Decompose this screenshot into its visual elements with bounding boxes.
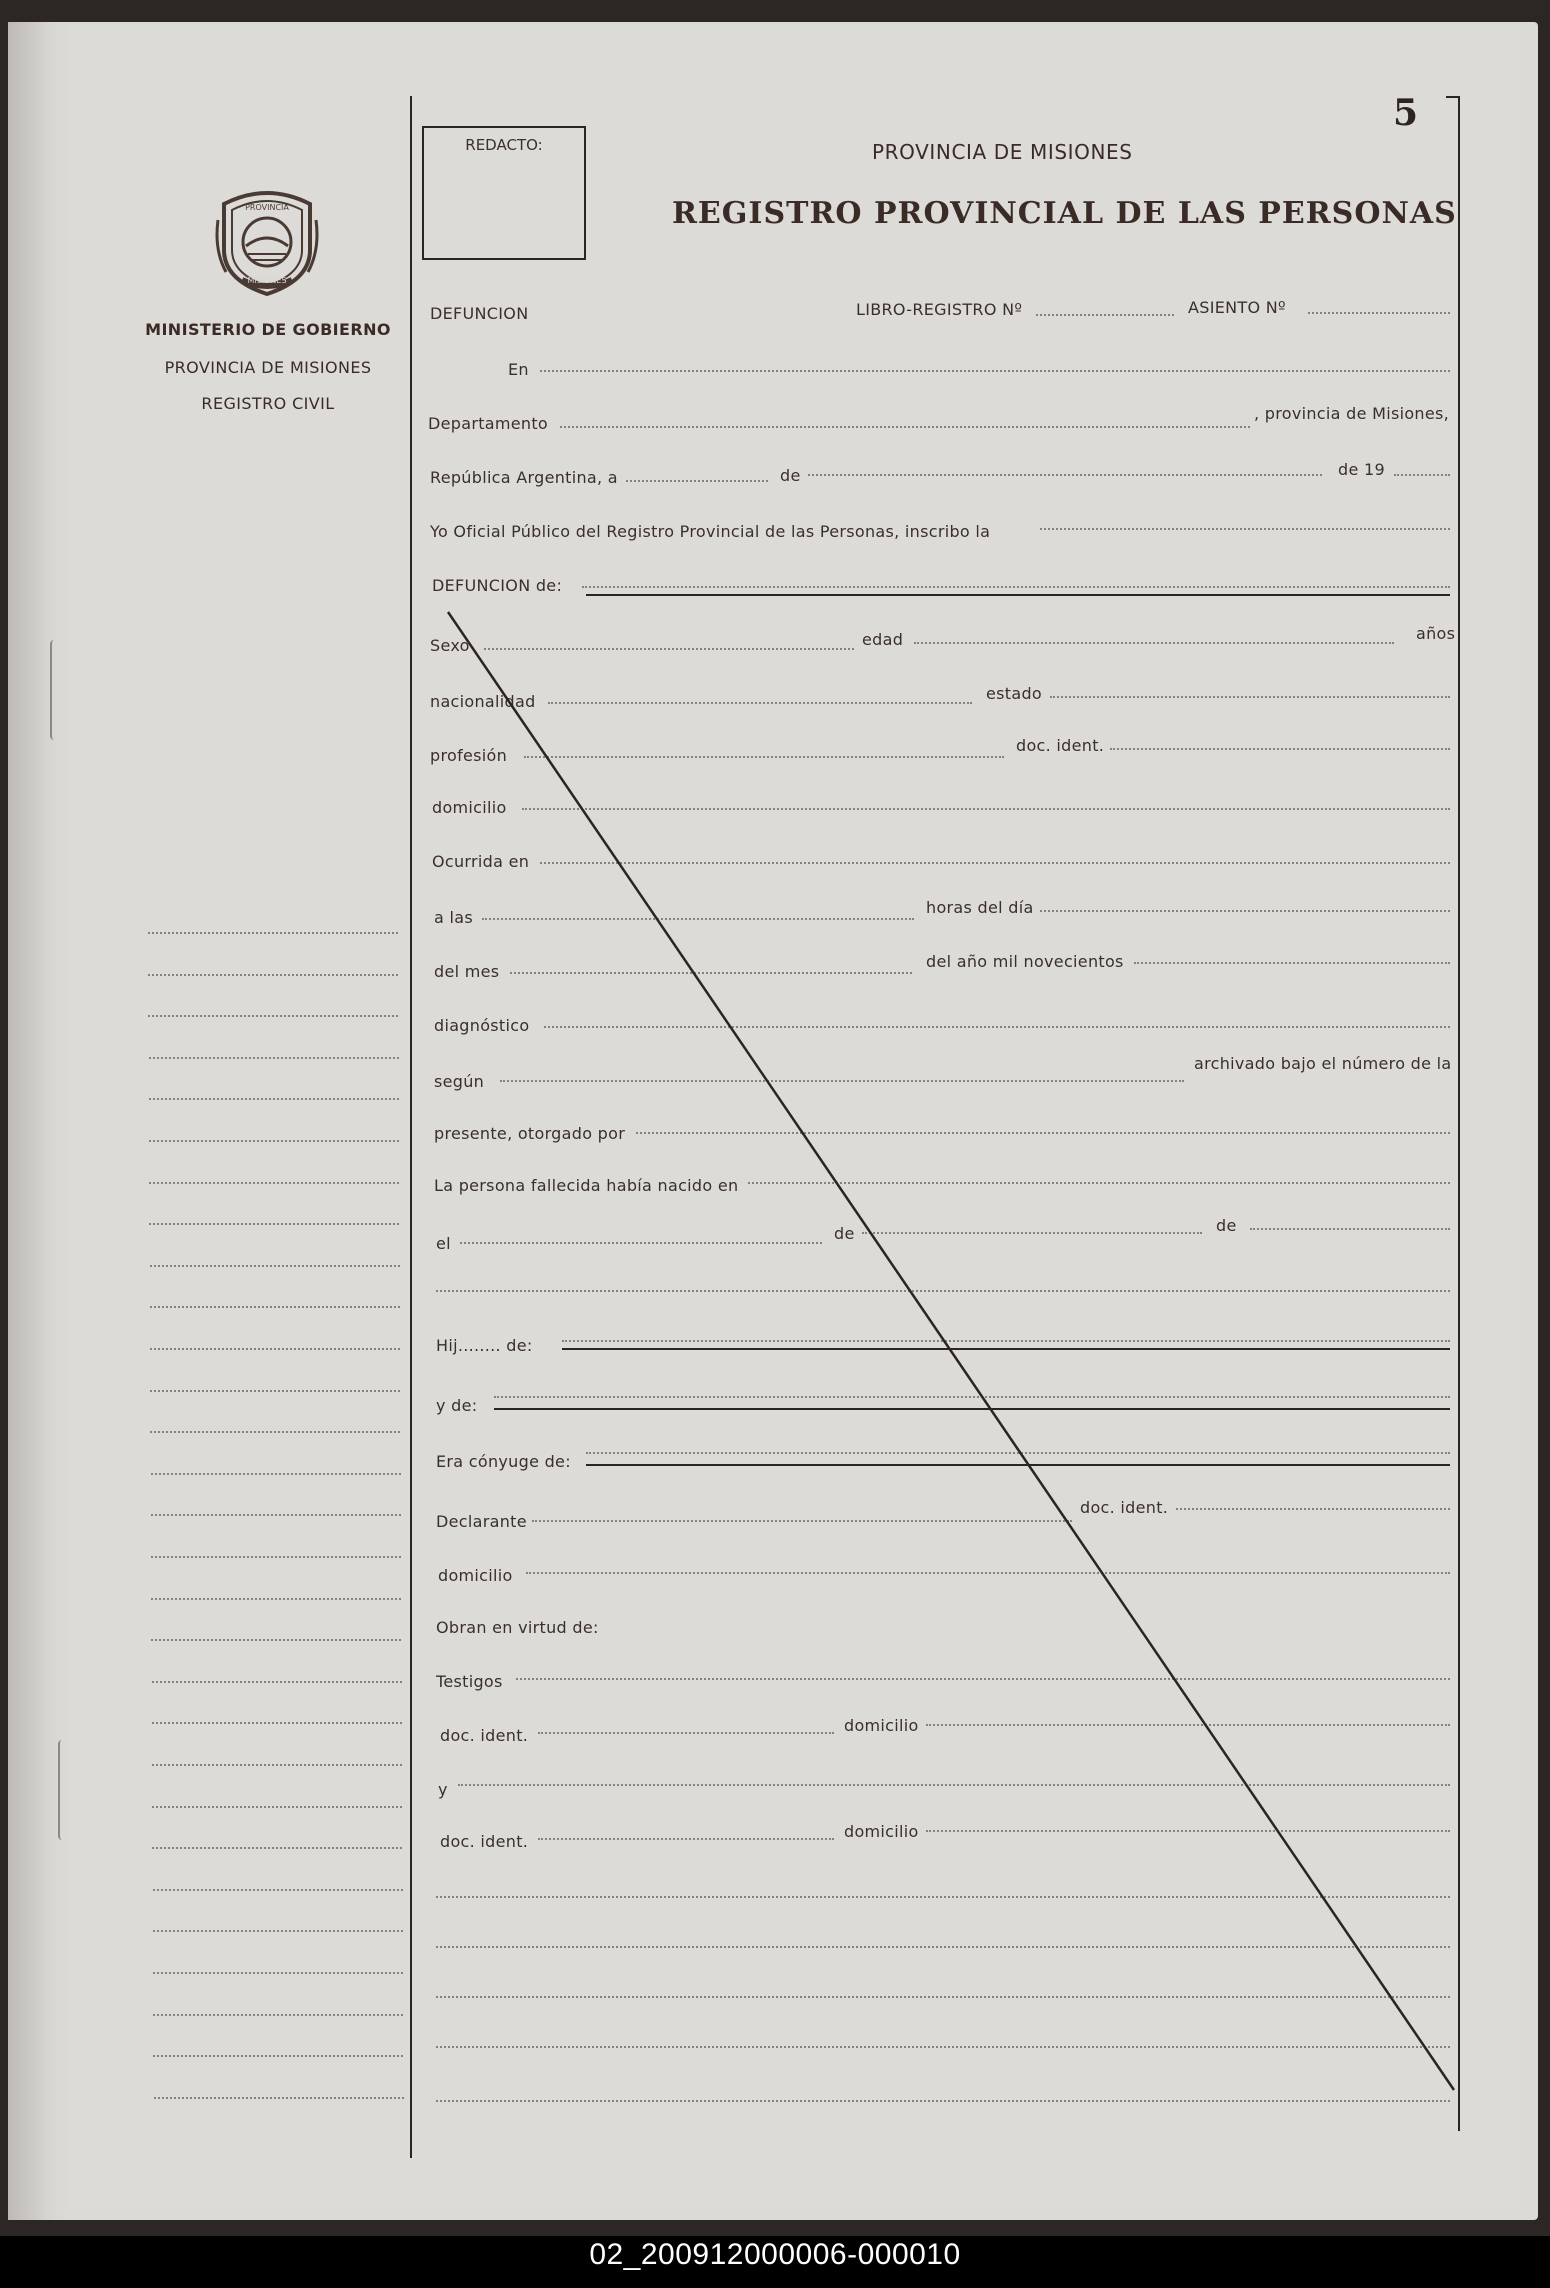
seal-text-top: PROVINCIA: [245, 203, 289, 212]
testigos-label: Testigos: [436, 1672, 503, 1691]
hij-label: Hij........ de:: [436, 1336, 533, 1355]
domicilio-label: domicilio: [432, 798, 507, 817]
testigo1-doc-label: doc. ident.: [440, 1726, 529, 1745]
province-header: PROVINCIA DE MISIONES: [872, 140, 1133, 164]
doc-ident-label: doc. ident.: [1016, 736, 1105, 755]
redacto-label: REDACTO:: [465, 136, 543, 154]
testigo2-doc-label: doc. ident.: [440, 1832, 529, 1851]
page-number: 5: [1393, 92, 1419, 134]
departamento-label: Departamento: [428, 414, 549, 433]
en-label: En: [508, 360, 529, 379]
sidebar-province: PROVINCIA DE MISIONES: [164, 358, 372, 377]
conyuge-label: Era cónyuge de:: [436, 1452, 571, 1471]
anos-label: años: [1416, 624, 1456, 643]
provincia-misiones-text: , provincia de Misiones,: [1254, 404, 1450, 423]
sexo-label: Sexo: [430, 636, 470, 655]
profesion-label: profesión: [430, 746, 508, 765]
declarante-doc-label: doc. ident.: [1080, 1498, 1169, 1517]
a-las-label: a las: [434, 908, 473, 927]
testigo2-domicilio-label: domicilio: [844, 1822, 919, 1841]
testigo1-domicilio-label: domicilio: [844, 1716, 919, 1735]
de-label: de: [780, 466, 801, 485]
horas-del-dia-label: horas del día: [926, 898, 1034, 917]
republica-label: República Argentina, a: [430, 468, 618, 487]
presente-label: presente, otorgado por: [434, 1124, 626, 1143]
persona-fallecida-label: La persona fallecida había nacido en: [434, 1176, 739, 1195]
declarante-domicilio-label: domicilio: [438, 1566, 513, 1585]
declarante-label: Declarante: [436, 1512, 527, 1531]
defuncion-de-label: DEFUNCION de:: [432, 576, 563, 595]
segun-label: según: [434, 1072, 485, 1091]
el-label: el: [436, 1234, 451, 1253]
seal-text-bottom: MISIONES: [247, 276, 287, 285]
image-caption: 02_200912000006-000010: [589, 2238, 961, 2271]
y-de-label: y de:: [436, 1396, 478, 1415]
birth-de2-label: de: [1216, 1216, 1237, 1235]
del-ano-label: del año mil novecientos: [926, 952, 1124, 971]
edad-label: edad: [862, 630, 904, 649]
nacionalidad-label: nacionalidad: [430, 692, 536, 711]
obran-label: Obran en virtud de:: [436, 1618, 599, 1637]
y-label: y: [438, 1780, 448, 1799]
birth-de-label: de: [834, 1224, 855, 1243]
archivado-text: archivado bajo el número de la: [1194, 1054, 1452, 1073]
ocurrida-en-label: Ocurrida en: [432, 852, 530, 871]
yo-oficial-text: Yo Oficial Público del Registro Provincial de las Personas, inscribo la: [430, 522, 991, 541]
diagnostico-label: diagnóstico: [434, 1016, 530, 1035]
libro-registro-label: LIBRO-REGISTRO Nº: [856, 300, 1023, 319]
page-title: REGISTRO PROVINCIAL DE LAS PERSONAS: [672, 196, 1457, 231]
defuncion-type-label: DEFUNCION: [430, 304, 529, 323]
del-mes-label: del mes: [434, 962, 500, 981]
asiento-label: ASIENTO Nº: [1188, 298, 1286, 317]
ministry-name: MINISTERIO DE GOBIERNO: [145, 320, 391, 339]
estado-label: estado: [986, 684, 1043, 703]
de-19-label: de 19: [1338, 460, 1385, 479]
sidebar-registry: REGISTRO CIVIL: [201, 394, 335, 413]
